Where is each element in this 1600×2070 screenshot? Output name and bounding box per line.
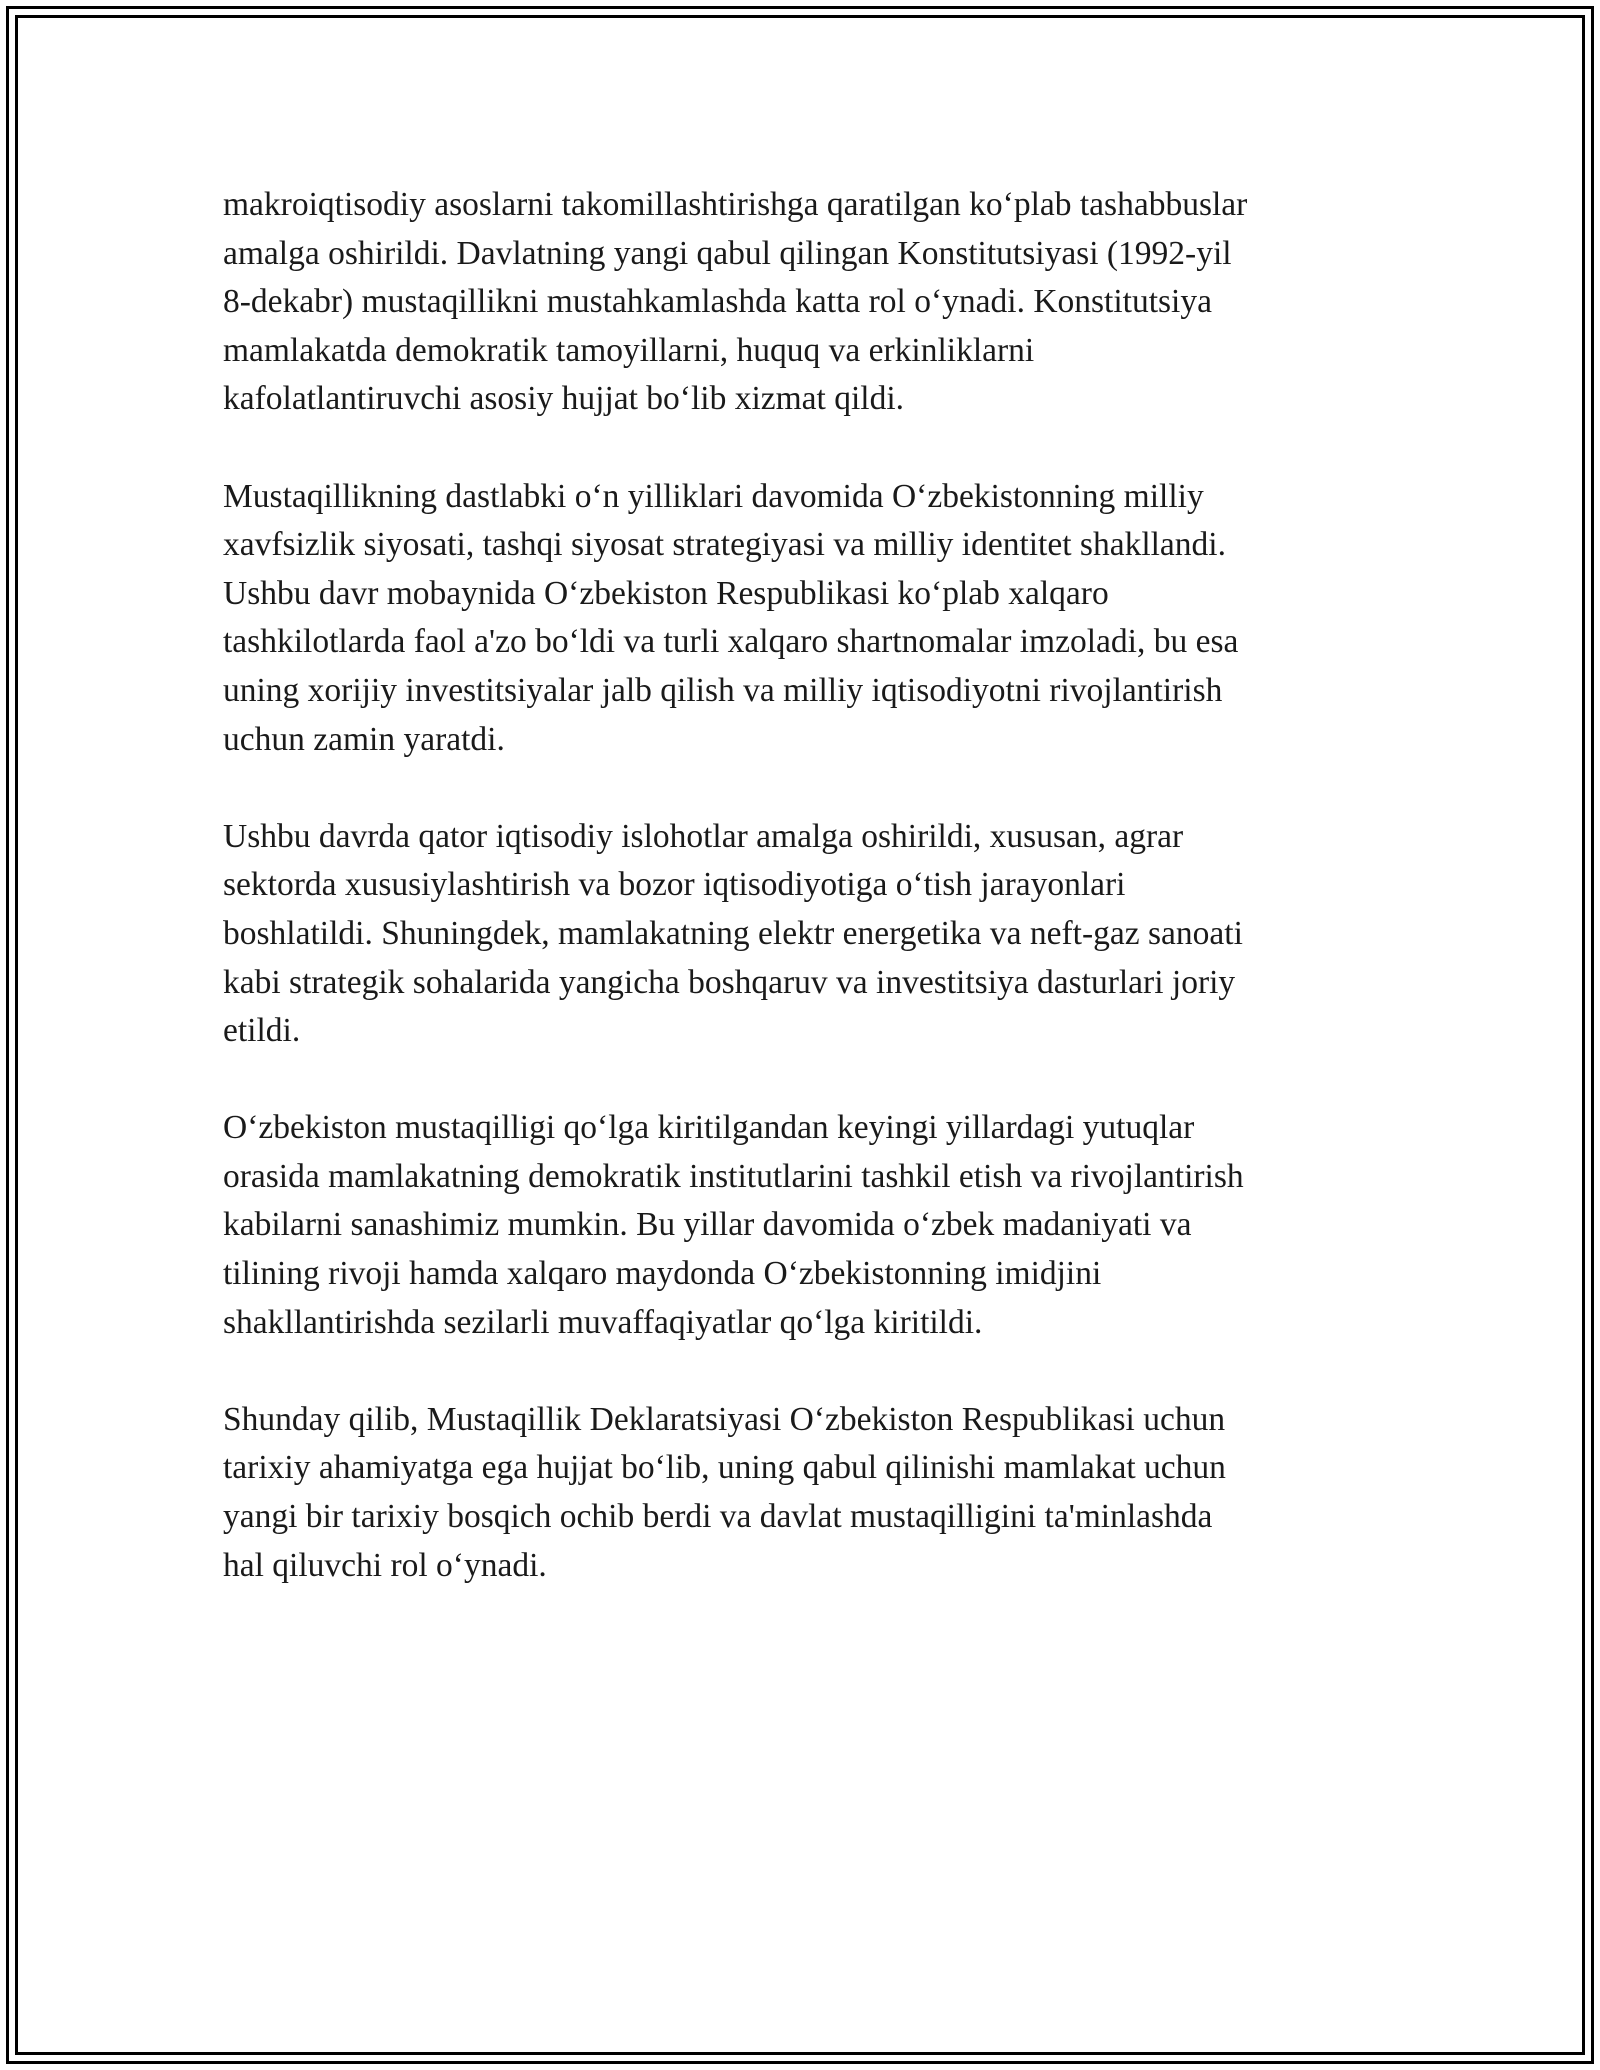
paragraph-2: Mustaqillikning dastlabki o‘n yilliklari davomida O‘zbekistonning milliy xavfsizlik siyosati, tashqi siyosat strategiyasi va milliy identitet shakllandi. Ushbu davr mobaynida O‘zbekiston Respublikasi ko‘plab xalqaro tashkilotlarda faol a'zo bo‘ldi va turli xalqaro shartnomalar imzoladi, bu esa uning xorijiy investitsiyalar jalb qilish va milliy iqtisodiyotni rivojlantirish uchun zamin yaratdi. [223, 477, 1239, 758]
paragraph-4: O‘zbekiston mustaqilligi qo‘lga kiritilgandan keyingi yillardagi yutuqlar orasida mamlakatning demokratik institutlarini tashkil etish va rivojlantirish kabilarni sanashimiz mumkin. Bu yillar davomida o‘zbek madaniyati va tilining rivoji hamda xalqaro maydonda O‘zbekistonning imidjini shakllantirishda sezilarli muvaffaqiyatlar qo‘lga kiritildi. [223, 1109, 1244, 1341]
paragraph-5: Shunday qilib, Mustaqillik Deklaratsiyasi O‘zbekiston Respublikasi uchun tarixiy ahamiyatga ega hujjat bo‘lib, uning qabul qilinishi mamlakat uchun yangi bir tarixiy bosqich ochib berdi va davlat mustaqilligini ta'minlashda hal qiluvchi rol o‘ynadi. [223, 1400, 1226, 1584]
document-body [223, 181, 1368, 1639]
paragraph-3: Ushbu davrda qator iqtisodiy islohotlar amalga oshirildi, xususan, agrar sektorda xususiylashtirish va bozor iqtisodiyotiga o‘tish jarayonlari boshlatildi. Shuningdek, mamlakatning elektr energetika va neft-gaz sanoati kabi strategik sohalarida yangicha boshqaruv va investitsiya dasturlari joriy etildi. [223, 817, 1243, 1050]
paragraph-1: makroiqtisodiy asoslarni takomillashtirishga qaratilgan ko‘plab tashabbuslar amalga oshirildi. Davlatning yangi qabul qilingan Konstitutsiyasi (1992-yil 8-dekabr) mustaqillikni mustahkamlashda katta rol o‘ynadi. Konstitutsiya mamlakatda demokratik tamoyillarni, huquq va erkinliklarni kafolatlantiruvchi asosiy hujjat bo‘lib xizmat qildi. [223, 186, 1248, 418]
